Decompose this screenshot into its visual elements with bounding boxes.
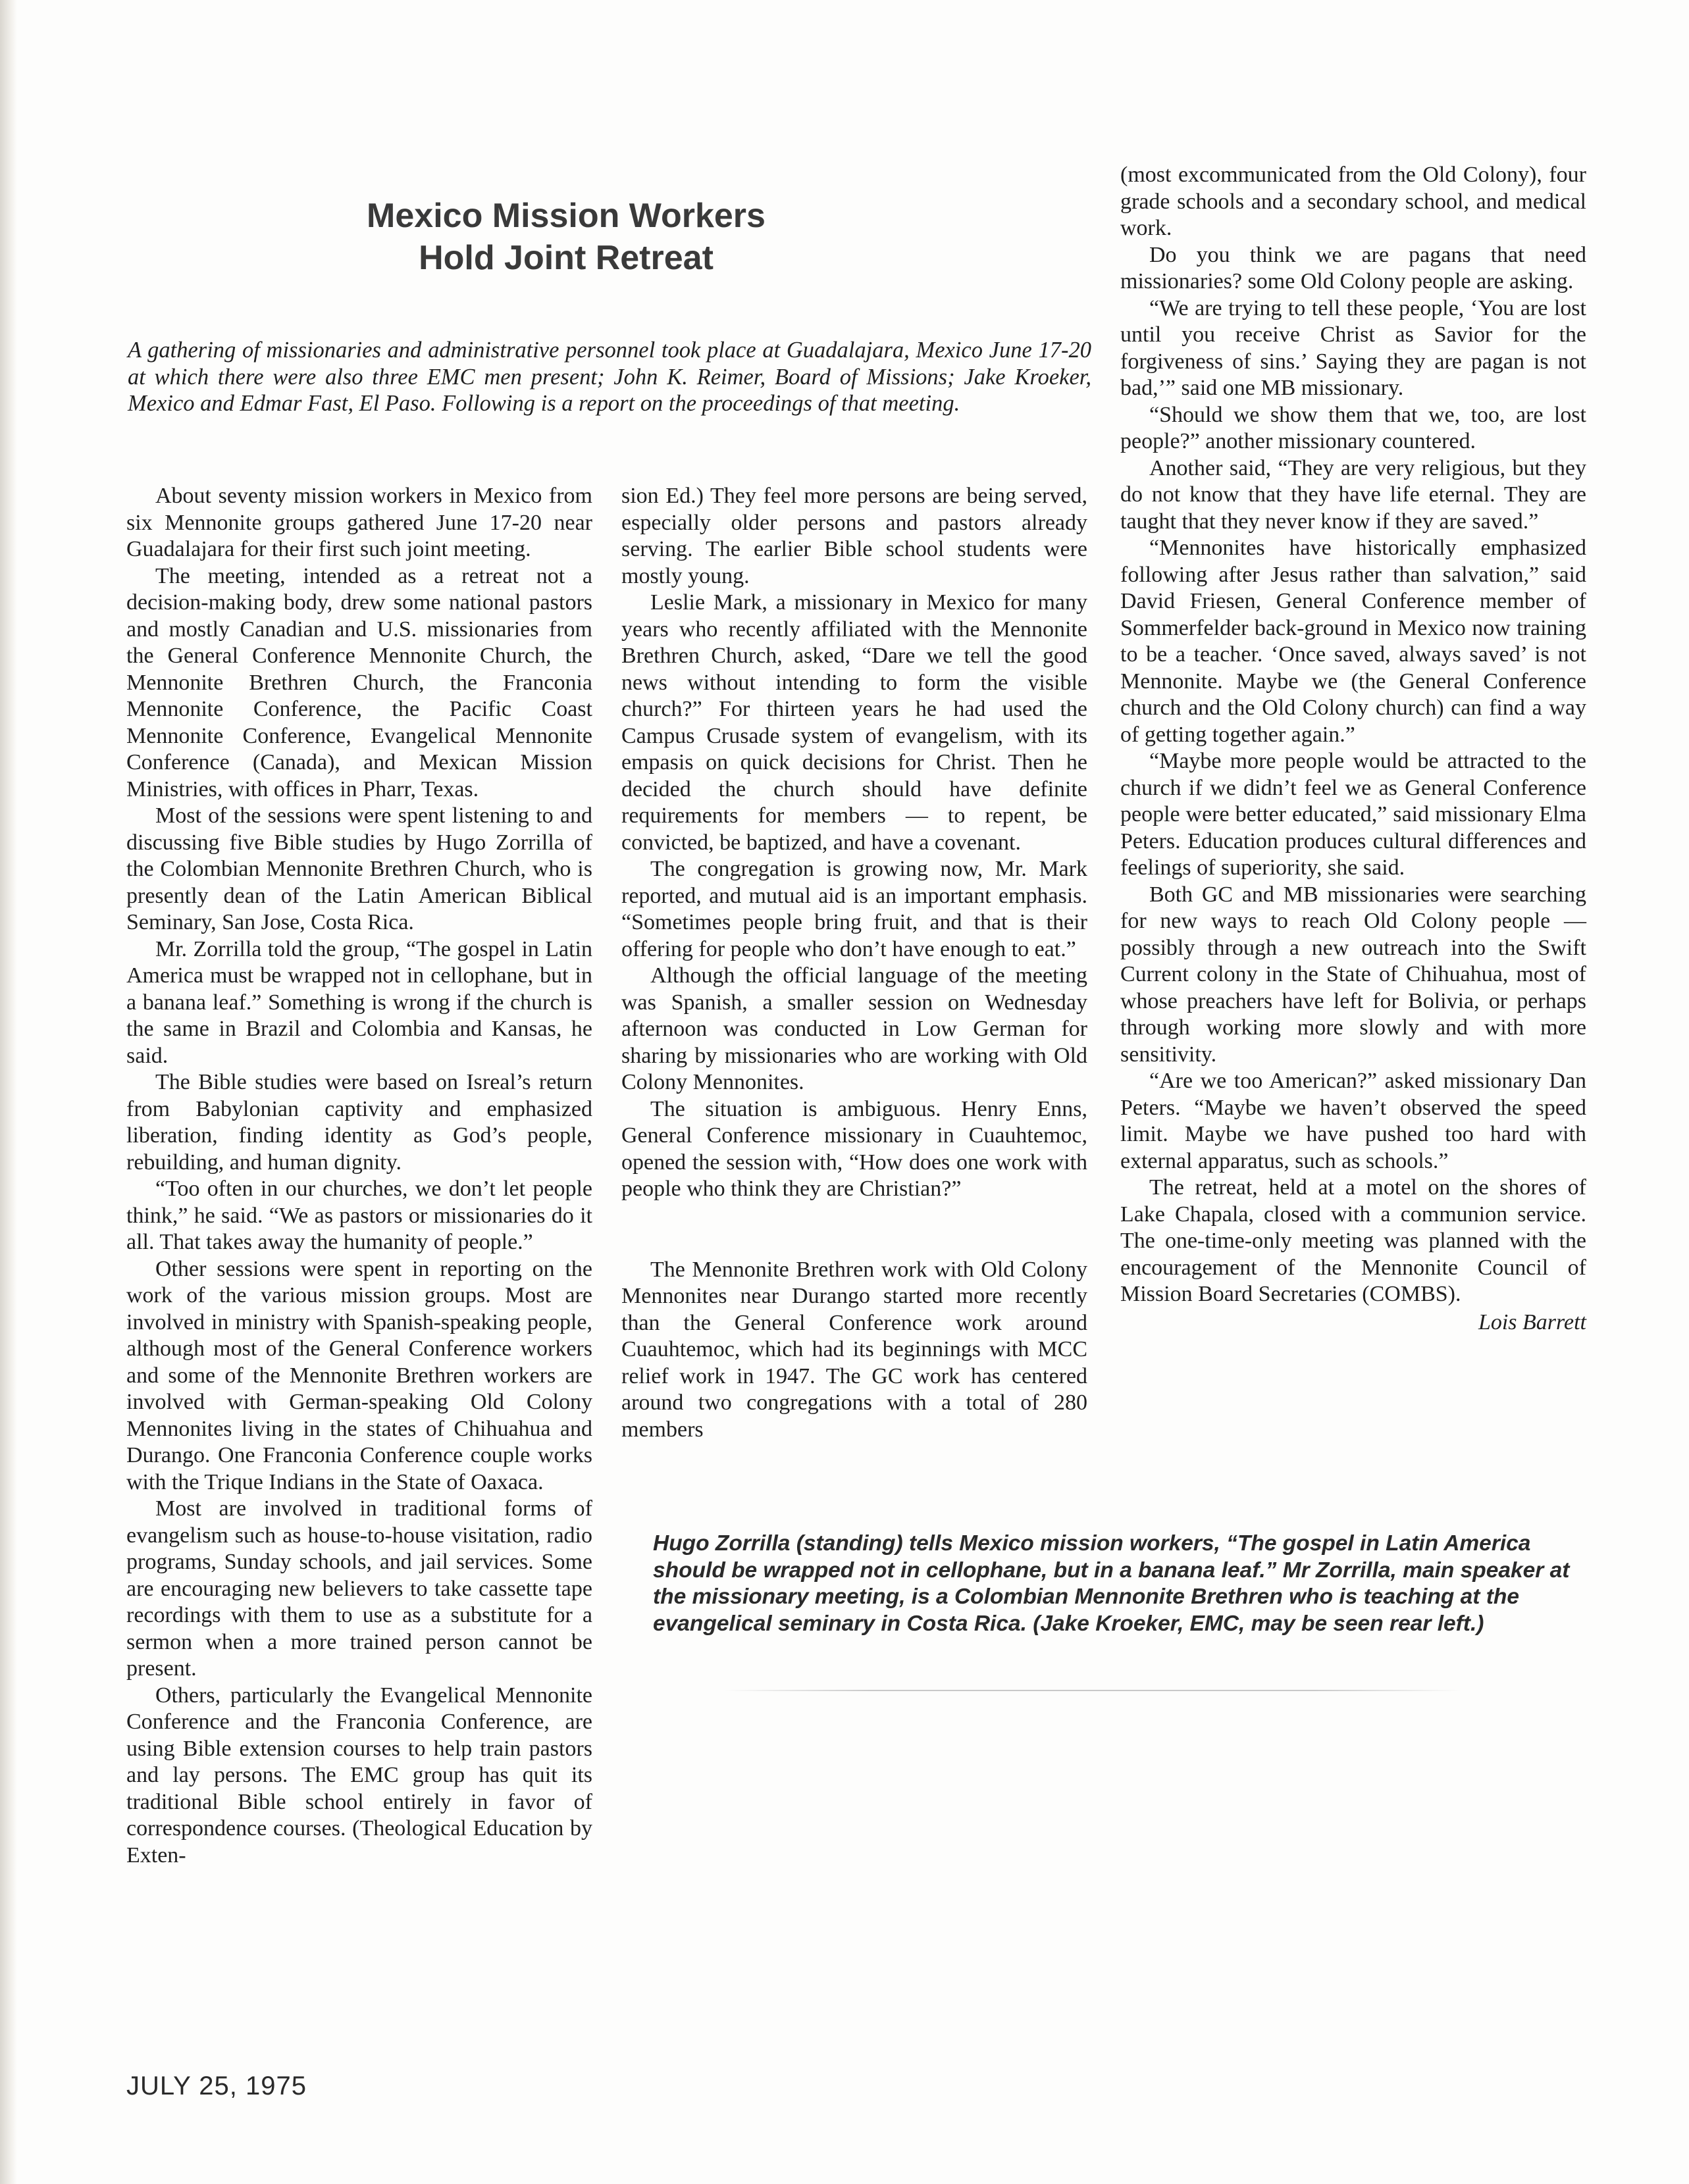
paragraph: “Too often in our churches, we don’t let people think,” he said. “We as pastors or missionaries do it all. That takes away the humanity of people.” [126, 1177, 592, 1254]
article-headline [283, 195, 849, 279]
paragraph: Most are involved in traditional forms of evangelism such as house-to-house visitation, radio programs, Sunday schools, and jail services. Some are encouraging new believers to take cassette tape recordings with them to use as a substitute for a sermon when a more trained person cannot be present. [126, 1496, 592, 1681]
paragraph: “We are trying to tell these people, ‘You are lost until you receive Christ as Savior for the forgiveness of sins.’ Saying they are pagan is not bad,’” said one MB missionary. [1120, 295, 1586, 400]
paragraph: The meeting, intended as a retreat not a decision-making body, drew some national pastors and mostly Canadian and U.S. missionaries from the General Conference Mennonite Church, the Mennonite Brethren Church, the Franconia Mennonite Conference, the Pacific Coast Mennonite Conference, Evangelical Mennonite Conference (Canada), and Mexican Mission Ministries, with offices in Pharr, Texas. [126, 563, 592, 801]
paragraph: “Are we too American?” asked missionary Dan Peters. “Maybe we haven’t observed the speed limit. Maybe we have pushed too hard with external apparatus, such as schools.” [1120, 1069, 1586, 1173]
paragraph: The congregation is growing now, Mr. Mark reported, and mutual aid is an important emphasis. “Sometimes people bring fruit, and that is their offering for people who don’t have enough to eat.” [621, 857, 1087, 961]
paragraph: Another said, “They are very religious, but they do not know that they have life eternal. They are taught that they never know if they are saved.” [1120, 455, 1586, 534]
section-break [621, 1203, 1087, 1257]
paragraph: Most of the sessions were spent listening to and discussing five Bible studies by Hugo Zorrilla of the Colombian Mennonite Brethren Church, who is presently dean of the Latin American Biblical Seminary, San Jose, Costa Rica. [126, 803, 592, 934]
paragraph: Although the official language of the meeting was Spanish, a smaller session on Wednesday afternoon was conducted in Low German for sharing by missionaries who are working with Old Colony Mennonites. [621, 963, 1087, 1094]
photo-caption: Hugo Zorrilla (standing) tells Mexico mission workers, “The gospel in Latin America should be wrapped not in cellophane, but in a banana leaf.” Mr Zorrilla, main speaker at the missionary meeting, is a Colombian Mennonite Brethren who is teaching at the evangelical seminary in Costa Rica. (Jake Kroeker, EMC, may be seen rear left.) [653, 1531, 1570, 1636]
paragraph-continued: (most excommunicated from the Old Colony), four grade schools and a secondary school, and medical work. [1120, 163, 1586, 240]
paragraph: The Mennonite Brethren work with Old Colony Mennonites near Durango started more recently than the General Conference work around Cuauhtemoc, which had its beginnings with MCC relief work in 1947. The GC work has centered around two congregations with a total of 280 members [621, 1257, 1087, 1442]
paragraph: Others, particularly the Evangelical Mennonite Conference and the Franconia Conference, are using Bible extension courses to help train pastors and lay persons. The EMC group has quit its traditional Bible school entirely in favor of correspondence courses. (Theological Education by Exten- [126, 1683, 592, 1867]
paragraph: Leslie Mark, a missionary in Mexico for many years who recently affiliated with the Mennonite Brethren Church, asked, “Dare we tell the good news without intending to form the visible church?” For thirteen years he had used the Campus Crusade system of evangelism, with its empasis on quick decisions for Christ. Then he decided the church should have definite requirements for members — to repent, be convicted, be baptized, and have a covenant. [621, 590, 1087, 855]
article-column-3 [1120, 162, 1586, 1336]
paragraph: “Should we show them that we, too, are lost people?” another missionary countered. [1120, 402, 1586, 453]
author-byline: Lois Barrett [1478, 1309, 1586, 1334]
article-column-1 [126, 483, 592, 1869]
paragraph-continued: sion Ed.) They feel more persons are being served, especially older persons and pastors already serving. The earlier Bible school students were mostly young. [621, 484, 1087, 588]
article-intro: A gathering of missionaries and administrative personnel took place at Guadalajara, Mexico June 17-20 at which there were also three EMC men present; John K. Reimer, Board of Missions; Jake Kroeker, Mexico and Edmar Fast, El Paso. Following is a report on the proceedings of that meeting. [128, 338, 1091, 416]
paragraph: The retreat, held at a motel on the shores of Lake Chapala, closed with a communion service. The one-time-only meeting was planned with the encouragement of the Mennonite Council of Mission Board Secretaries (COMBS). [1120, 1175, 1586, 1306]
paragraph: “Maybe more people would be attracted to the church if we didn’t feel we as General Conference people were better educated,” said missionary Elma Peters. Education produces cultural differences and feelings of superiority, she said. [1120, 749, 1586, 880]
headline-line-2: Hold Joint Retreat [419, 239, 714, 277]
issue-date: JULY 25, 1975 [126, 2071, 307, 2100]
divider-rule [724, 1690, 1461, 1691]
paragraph: Other sessions were spent in reporting on the work of the various mission groups. Most are involved in ministry with Spanish-speaking people, although most of the General Conference workers and some of the Mennonite Brethren workers are involved with German-speaking Old Colony Mennonites living in the states of Chihuahua and Durango. One Franconia Conference couple works with the Trique Indians in the State of Oaxaca. [126, 1256, 592, 1494]
paragraph: “Mennonites have historically emphasized following after Jesus rather than salvation,” said David Friesen, General Conference member of Sommerfelder back-ground in Mexico now training to be a teacher. ‘Once saved, always saved’ is not Mennonite. Maybe we (the General Conference church and the Old Colony church) can find a way of getting together again.” [1120, 536, 1586, 747]
paragraph: The Bible studies were based on Isreal’s return from Babylonian captivity and emphasized liberation, finding identity as God’s people, rebuilding, and human dignity. [126, 1070, 592, 1175]
paragraph: The situation is ambiguous. Henry Enns, General Conference missionary in Cuauhtemoc, opened the session with, “How does one work with people who think they are Christian?” [621, 1096, 1087, 1201]
paragraph: About seventy mission workers in Mexico from six Mennonite groups gathered June 17-20 near Guadalajara for their first such joint meeting. [126, 484, 592, 561]
scan-edge [0, 0, 17, 2184]
paragraph: Do you think we are pagans that need missionaries? some Old Colony people are asking. [1120, 242, 1586, 293]
paragraph: Both GC and MB missionaries were searching for new ways to reach Old Colony people — possibly through a new outreach into the Swift Current colony in the State of Chihuahua, most of whose preachers have left for Bolivia, or perhaps through working more slowly and with more sensitivity. [1120, 882, 1586, 1067]
paragraph: Mr. Zorrilla told the group, “The gospel in Latin America must be wrapped not in cellophane, but in a banana leaf.” Something is wrong if the church is the same in Brazil and Colombia and Kansas, he said. [126, 936, 592, 1068]
headline-line-1: Mexico Mission Workers [367, 197, 766, 235]
article-column-2 [621, 483, 1087, 1443]
